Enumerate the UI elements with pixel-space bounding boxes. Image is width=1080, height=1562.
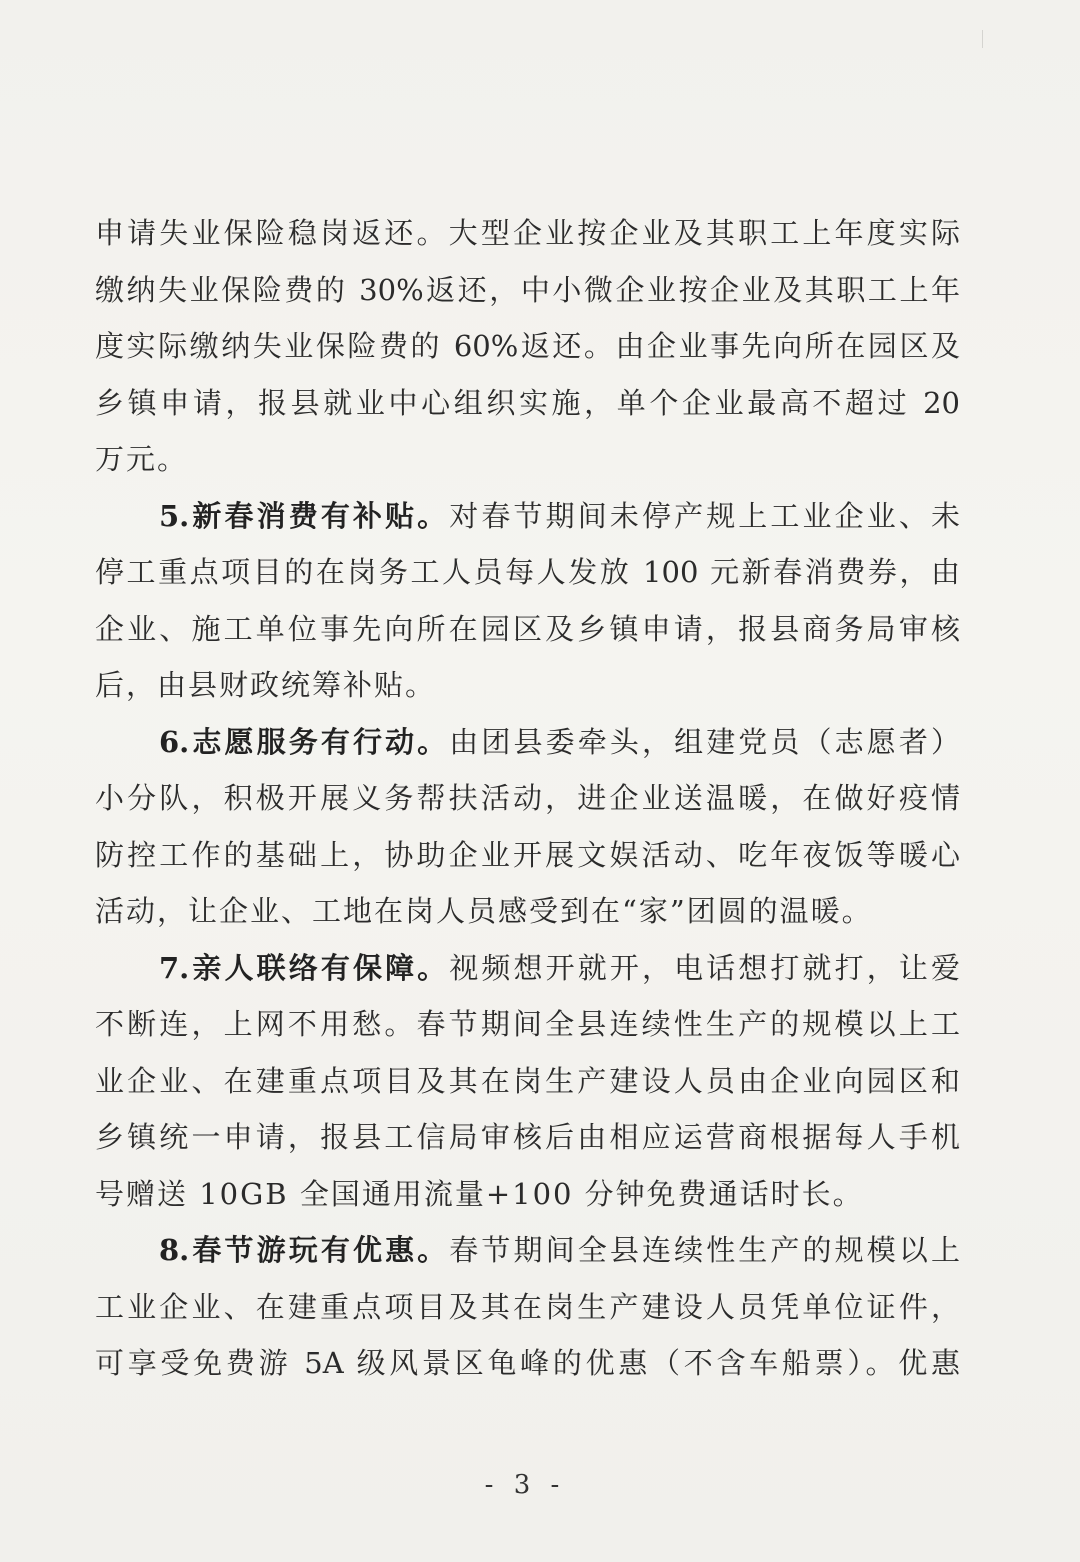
text-line: 号赠送 10GB 全国通用流量+100 分钟免费通话时长。 [95, 1176, 864, 1211]
text-line: 申请失业保险稳岗返还。大型企业按企业及其职工上年度实际 [95, 216, 960, 250]
text-line-content: 视频想开就开，电话想打就打，让爱 [449, 950, 960, 985]
paragraph [95, 205, 960, 488]
text-line-content: 对春节期间未停产规上工业企业、未 [449, 498, 960, 533]
paragraph-heading: 7.亲人联络有保障。 [159, 950, 450, 985]
text-line: 不断连，上网不用愁。春节期间全县连续性生产的规模以上工 [95, 1007, 960, 1041]
paragraph [95, 488, 960, 714]
paragraph [95, 714, 960, 940]
text-line: 企业、施工单位事先向所在园区及乡镇申请，报县商务局审核 [95, 611, 960, 646]
body-text [95, 205, 960, 1392]
text-line: 后，由县财政统筹补贴。 [95, 668, 437, 702]
text-line: 停工重点项目的在岗务工人员每人发放 100 元新春消费券，由 [95, 555, 960, 589]
text-line: 乡镇申请，报县就业中心组织实施，单个企业最高不超过 20 [95, 385, 960, 420]
text-line: 缴纳失业保险费的 30%返还，中小微企业按企业及其职工上年 [95, 272, 960, 307]
text-line-content: 由团县委牵头，组建党员（志愿者） [449, 724, 960, 759]
paragraph-heading: 5.新春消费有补贴。 [159, 498, 450, 533]
paragraph [95, 1222, 960, 1392]
text-line [95, 488, 960, 545]
text-line: 小分队，积极开展义务帮扶活动，进企业送温暖，在做好疫情 [95, 781, 960, 815]
paragraph-heading: 6.志愿服务有行动。 [159, 724, 450, 759]
scan-artifact [982, 30, 989, 48]
text-line [95, 1222, 960, 1279]
paragraph [95, 940, 960, 1223]
text-line: 万元。 [95, 442, 189, 476]
text-line: 度实际缴纳失业保险费的 60%返还。由企业事先向所在园区及 [95, 329, 960, 363]
text-line [95, 714, 960, 771]
text-line [95, 940, 960, 997]
text-line: 可享受免费游 5A 级风景区龟峰的优惠（不含车船票）。优惠 [95, 1346, 960, 1380]
text-line: 业企业、在建重点项目及其在岗生产建设人员由企业向园区和 [95, 1063, 960, 1098]
paragraph-heading: 8.春节游玩有优惠。 [159, 1233, 450, 1267]
page-number: - 3 - [484, 1470, 566, 1500]
text-line: 工业企业、在建重点项目及其在岗生产建设人员凭单位证件， [95, 1289, 960, 1324]
text-line-content: 春节期间全县连续性生产的规模以上 [449, 1233, 960, 1267]
text-line: 乡镇统一申请，报县工信局审核后由相应运营商根据每人手机 [95, 1120, 960, 1154]
text-line: 活动，让企业、工地在岗人员感受到在“家”团圆的温暖。 [95, 894, 873, 928]
text-line: 防控工作的基础上，协助企业开展文娱活动、吃年夜饭等暖心 [95, 837, 960, 872]
